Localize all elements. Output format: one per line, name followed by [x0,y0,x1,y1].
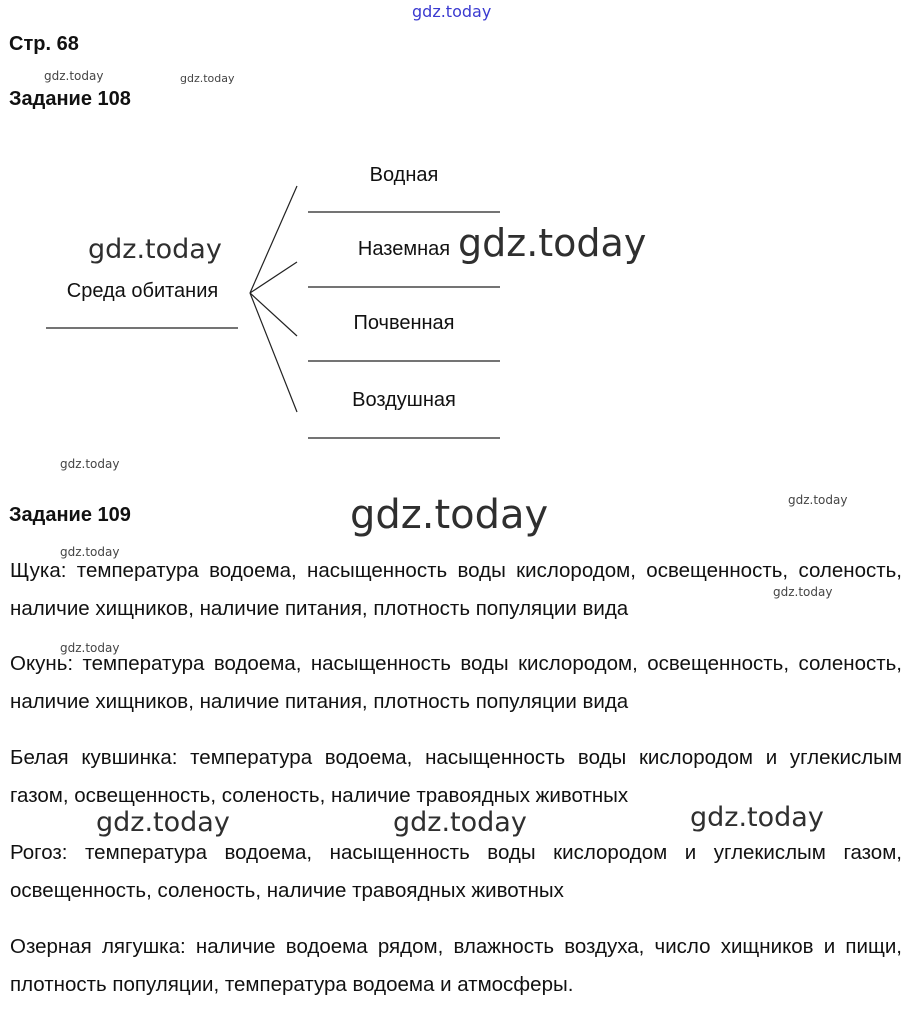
diagram-branch-ground: Наземная [357,238,451,260]
branch-line-4 [250,293,297,412]
diagram-branch-water: Водная [369,164,439,186]
task-108-title: Задание 108 [9,88,131,110]
watermark: gdz.today [60,545,120,559]
watermark: gdz.today [88,234,222,265]
watermark: gdz.today [393,807,527,838]
paragraph-pike: Щука: температура водоема, насыщенность воды кислородом, освещенность, соленость, наличие хищников, наличие питания, плотность популяции вида [10,559,902,620]
page-label: Стр. 68 [9,33,79,55]
task-109-title: Задание 109 [9,504,131,526]
branch-line-3 [250,293,297,336]
watermark: gdz.today [180,72,235,85]
watermark: gdz.today [60,641,120,655]
diagram-root-label: Среда обитания [66,280,219,302]
paragraph-frog: Озерная лягушка: наличие водоема рядом, влажность воздуха, число хищников и пищи, плотность популяции, температура водоема и атмосферы. [10,935,902,996]
watermark: gdz.today [350,492,549,538]
watermark: gdz.today [788,493,848,507]
diagram-branch-soil: Почвенная [353,312,455,334]
watermark: gdz.today [458,221,647,265]
diagram-branch-air: Воздушная [352,389,456,411]
paragraph-cattail: Рогоз: температура водоема, насыщенность воды кислородом и углекислым газом, освещенность, соленость, наличие травоядных животных [10,841,902,902]
watermark: gdz.today [60,457,120,471]
watermark: gdz.today [690,802,824,833]
watermark: gdz.today [44,69,104,83]
paragraph-water-lily: Белая кувшинка: температура водоема, насыщенность воды кислородом и углекислым газом, освещенность, соленость, наличие травоядных животных [10,746,902,807]
watermark: gdz.today [773,585,833,599]
paragraph-perch: Окунь: температура водоема, насыщенность воды кислородом, освещенность, соленость, наличие хищников, наличие питания, плотность популяции вида [10,652,902,713]
watermark: gdz.today [96,807,230,838]
watermark: gdz.today [412,2,492,21]
